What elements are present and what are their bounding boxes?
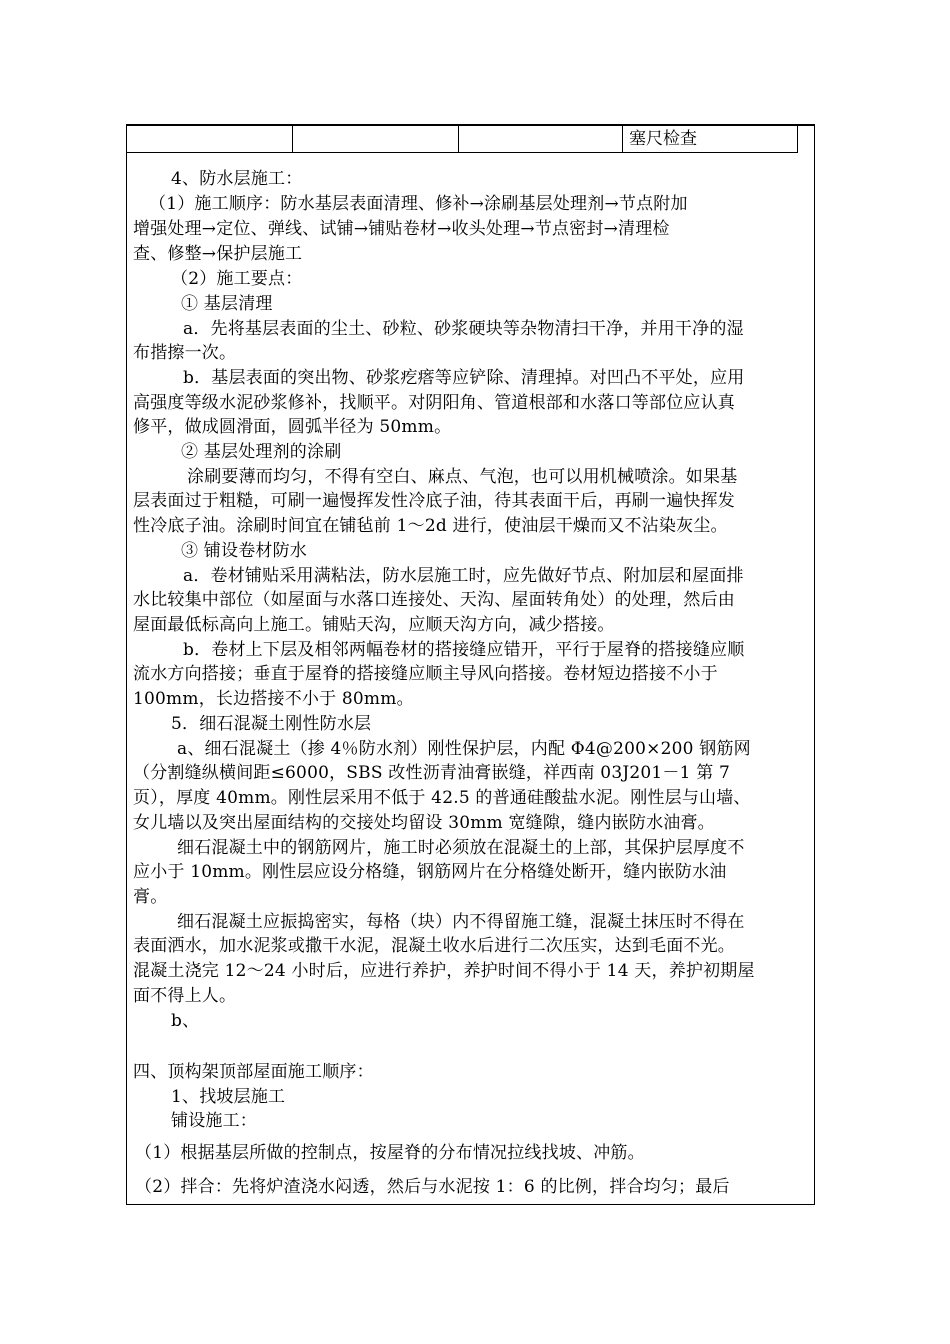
text-line: 100mm，长边搭接不小于 80mm。 <box>133 689 414 709</box>
text-line: 页），厚度 40mm。刚性层采用不低于 42.5 的普通硅酸盐水泥。刚性层与山墙、 <box>133 788 751 808</box>
text-line: 性冷底子油。涂刷时间宜在铺毡前 1～2d 进行，使油层干燥而又不沾染灰尘。 <box>133 516 728 536</box>
text-line: 女儿墙以及突出屋面结构的交接处均留设 30mm 宽缝隙，缝内嵌防水油膏。 <box>133 813 715 833</box>
text-line: 高强度等级水泥砂浆修补，找顺平。对阴阳角、管道根部和水落口等部位应认真 <box>133 393 735 413</box>
text-line: 增强处理→定位、弹线、试铺→铺贴卷材→收头处理→节点密封→清理检 <box>133 219 670 239</box>
table-cell <box>293 126 459 152</box>
text-line: 修平，做成圆滑面，圆弧半径为 50mm。 <box>133 417 452 437</box>
text-line: 布揩擦一次。 <box>133 343 237 363</box>
text-line: 水比较集中部位（如屋面与水落口连接处、天沟、屋面转角处）的处理，然后由 <box>133 590 735 610</box>
text-line: 铺设施工： <box>171 1111 257 1131</box>
text-line: a．先将基层表面的尘土、砂粒、砂浆硬块等杂物清扫干净，并用干净的湿 <box>183 319 744 339</box>
text-line: 面不得上人。 <box>133 986 237 1006</box>
text-line: 细石混凝土应振捣密实，每格（块）内不得留施工缝，混凝土抹压时不得在 <box>177 912 745 932</box>
text-line: ① 基层清理 <box>181 294 273 314</box>
text-line: （1）根据基层所做的控制点，按屋脊的分布情况拉线找坡、冲筋。 <box>135 1143 645 1163</box>
text-line: 查、修整→保护层施工 <box>133 244 303 264</box>
text-line: ③ 铺设卷材防水 <box>181 541 308 561</box>
text-line: 细石混凝土中的钢筋网片，施工时必须放在混凝土的上部，其保护层厚度不 <box>177 838 745 858</box>
text-line: （1）施工顺序：防水基层表面清理、修补→涂刷基层处理剂→节点附加 <box>149 194 688 214</box>
table-cell <box>459 126 623 152</box>
text-line: 1、找坡层施工 <box>171 1087 286 1107</box>
text-line: （2）施工要点： <box>171 269 303 289</box>
text-line: 屋面最低标高向上施工。铺贴天沟，应顺天沟方向，减少搭接。 <box>133 615 615 635</box>
content-table <box>126 124 815 1205</box>
text-line: 流水方向搭接；垂直于屋脊的搭接缝应顺主导风向搭接。卷材短边搭接不小于 <box>133 664 718 684</box>
text-line: （2）拌合：先将炉渣浇水闷透，然后与水泥按 1：6 的比例，拌合均匀；最后 <box>135 1177 730 1197</box>
text-line: 表面洒水，加水泥浆或撒干水泥，混凝土收水后进行二次压实，达到毛面不光。 <box>133 936 735 956</box>
table-cell <box>127 126 293 152</box>
text-line: 混凝土浇完 12～24 小时后，应进行养护，养护时间不得小于 14 天，养护初期屋 <box>133 961 755 981</box>
text-line: a、细石混凝土（掺 4％防水剂）刚性保护层，内配 Φ4@200×200 钢筋网 <box>177 739 751 759</box>
text-line: 膏。 <box>133 887 168 907</box>
text-line: b．卷材上下层及相邻两幅卷材的搭接缝应错开，平行于屋脊的搭接缝应顺 <box>183 640 745 660</box>
text-line: b、 <box>171 1011 200 1031</box>
text-line: （分割缝纵横间距≤6000，SBS 改性沥青油膏嵌缝，祥西南 03J201－1 第 7 <box>133 763 731 783</box>
table-cell: 塞尺检查 <box>629 129 697 149</box>
section-heading: 四、顶构架顶部屋面施工顺序： <box>133 1062 374 1082</box>
text-line: 层表面过于粗糙，可刷一遍慢挥发性冷底子油，待其表面干后，再刷一遍快挥发 <box>133 491 735 511</box>
text-line: 5．细石混凝土刚性防水层 <box>171 714 372 734</box>
text-line: 应小于 10mm。刚性层应设分格缝，钢筋网片在分格缝处断开，缝内嵌防水油 <box>133 862 727 882</box>
text-line: ② 基层处理剂的涂刷 <box>181 442 342 462</box>
text-line: a．卷材铺贴采用满粘法，防水层施工时，应先做好节点、附加层和屋面排 <box>183 566 744 586</box>
text-line: 涂刷要薄而均匀，不得有空白、麻点、气泡，也可以用机械喷涂。如果基 <box>187 467 738 487</box>
text-line: b．基层表面的突出物、砂浆疙瘩等应铲除、清理掉。对凹凸不平处，应用 <box>183 368 745 388</box>
table-row <box>127 126 798 153</box>
text-line: 4、防水层施工： <box>171 169 303 189</box>
